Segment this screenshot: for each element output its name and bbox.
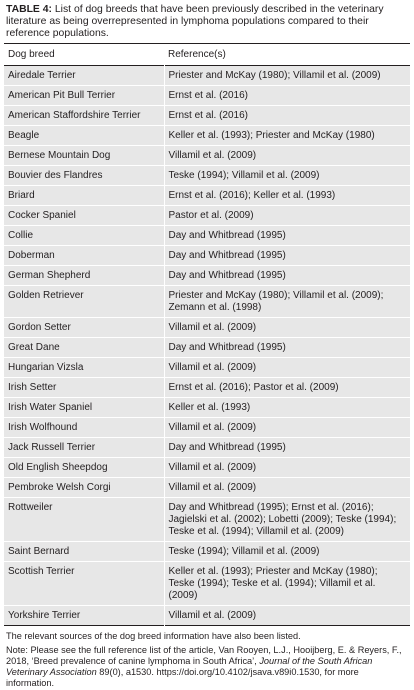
references-cell: Keller et al. (1993); Priester and McKay (1980) <box>168 129 375 141</box>
breed-cell: Irish Wolfhound <box>4 417 164 437</box>
breed-cell: Irish Setter <box>4 377 164 397</box>
breed-cell: Irish Water Spaniel <box>4 397 164 417</box>
table-row <box>4 285 410 317</box>
breed-cell: American Staffordshire Terrier <box>4 105 164 125</box>
breed-cell: German Shepherd <box>4 265 164 285</box>
references-cell: Villamil et al. (2009) <box>168 481 257 493</box>
breed-cell: Pembroke Welsh Corgi <box>4 477 164 497</box>
table-caption <box>4 4 410 43</box>
references-cell: Ernst et al. (2016) <box>168 109 248 121</box>
references-cell: Teske (1994); Villamil et al. (2009) <box>168 169 320 181</box>
breed-cell: Great Dane <box>4 337 164 357</box>
references-cell: Teske (1994); Villamil et al. (2009) <box>168 545 320 557</box>
breed-cell: Old English Sheepdog <box>4 457 164 477</box>
table-row <box>4 85 410 105</box>
table-row <box>4 185 410 205</box>
column-header-dog-breed: Dog breed <box>8 48 55 60</box>
breed-cell: Bernese Mountain Dog <box>4 145 164 165</box>
references-cell: Ernst et al. (2016) <box>168 89 248 101</box>
references-cell: Day and Whitbread (1995); Ernst et al. (2016); Jagielski et al. (2002); Lobetti (2009); Teske (1994); Teske et al. (1994); Villamil et al. (2009) <box>168 501 397 537</box>
note-suffix: 89(0), a1530. https://doi.org/10.4102/jsava.v89i0.1530, for more information. <box>6 667 359 689</box>
caption-text: List of dog breeds that have been previously described in the veterinary literature as being overrepresented in lymphoma populations compared to their reference populations. <box>6 4 384 40</box>
references-cell: Priester and McKay (1980); Villamil et al. (2009) <box>168 69 381 81</box>
breed-cell: Hungarian Vizsla <box>4 357 164 377</box>
table-row <box>4 477 410 497</box>
reference-note <box>6 645 408 690</box>
references-cell: Day and Whitbread (1995) <box>168 229 286 241</box>
table-row <box>4 397 410 417</box>
table-row <box>4 265 410 285</box>
breed-cell: Rottweiler <box>4 497 164 541</box>
table-row <box>4 561 410 605</box>
references-cell: Keller et al. (1993); Priester and McKay (1980); Teske (1994); Teske et al. (1994); Villamil et al. (2009) <box>168 565 378 601</box>
note-prefix: Note: Please see the full reference list of the article, Van Rooyen, L.J., Hooijberg, E. & Reyers, F., 2018, ‘Breed prevalence of canine lymphoma in South Africa’, <box>6 644 402 667</box>
breed-cell: Doberman <box>4 245 164 265</box>
table-row <box>4 317 410 337</box>
references-cell: Keller et al. (1993) <box>168 401 251 413</box>
references-cell: Day and Whitbread (1995) <box>168 341 286 353</box>
table-body <box>4 65 410 625</box>
table-row <box>4 65 410 85</box>
breed-cell: Airedale Terrier <box>4 65 164 85</box>
references-cell: Villamil et al. (2009) <box>168 609 257 621</box>
references-cell: Ernst et al. (2016); Pastor et al. (2009) <box>168 381 339 393</box>
table-row <box>4 497 410 541</box>
references-cell: Day and Whitbread (1995) <box>168 249 286 261</box>
table-row <box>4 541 410 561</box>
column-header-references: Reference(s) <box>168 48 226 60</box>
table-row <box>4 457 410 477</box>
table-row <box>4 245 410 265</box>
table-row <box>4 337 410 357</box>
table-row <box>4 605 410 625</box>
breed-cell: Briard <box>4 185 164 205</box>
table-row <box>4 437 410 457</box>
breed-cell: Saint Bernard <box>4 541 164 561</box>
breed-cell: Cocker Spaniel <box>4 205 164 225</box>
breed-cell: Beagle <box>4 125 164 145</box>
breed-cell: American Pit Bull Terrier <box>4 85 164 105</box>
table-notes <box>4 626 410 690</box>
breed-cell: Jack Russell Terrier <box>4 437 164 457</box>
references-cell: Villamil et al. (2009) <box>168 321 257 333</box>
references-cell: Villamil et al. (2009) <box>168 461 257 473</box>
table-row <box>4 145 410 165</box>
table-row <box>4 417 410 437</box>
table-row <box>4 377 410 397</box>
references-cell: Priester and McKay (1980); Villamil et al. (2009); Zemann et al. (1998) <box>168 289 384 313</box>
sources-note: The relevant sources of the dog breed information have also been listed. <box>6 630 301 641</box>
references-cell: Villamil et al. (2009) <box>168 149 257 161</box>
table-header-row <box>4 43 410 65</box>
breed-cell: Collie <box>4 225 164 245</box>
references-cell: Ernst et al. (2016); Keller et al. (1993) <box>168 189 336 201</box>
references-cell: Pastor et al. (2009) <box>168 209 254 221</box>
breed-cell: Scottish Terrier <box>4 561 164 605</box>
table-row <box>4 125 410 145</box>
table-row <box>4 165 410 185</box>
references-cell: Day and Whitbread (1995) <box>168 269 286 281</box>
breed-cell: Yorkshire Terrier <box>4 605 164 625</box>
caption-label: TABLE 4: <box>6 4 52 15</box>
note-journal: Journal of the South African Veterinary Association <box>6 656 373 678</box>
table-row <box>4 225 410 245</box>
table-row <box>4 105 410 125</box>
table-row <box>4 205 410 225</box>
references-cell: Villamil et al. (2009) <box>168 361 257 373</box>
breed-cell: Bouvier des Flandres <box>4 165 164 185</box>
references-cell: Villamil et al. (2009) <box>168 421 257 433</box>
breed-table <box>4 43 410 626</box>
breed-cell: Golden Retriever <box>4 285 164 317</box>
table-row <box>4 357 410 377</box>
breed-cell: Gordon Setter <box>4 317 164 337</box>
references-cell: Day and Whitbread (1995) <box>168 441 286 453</box>
